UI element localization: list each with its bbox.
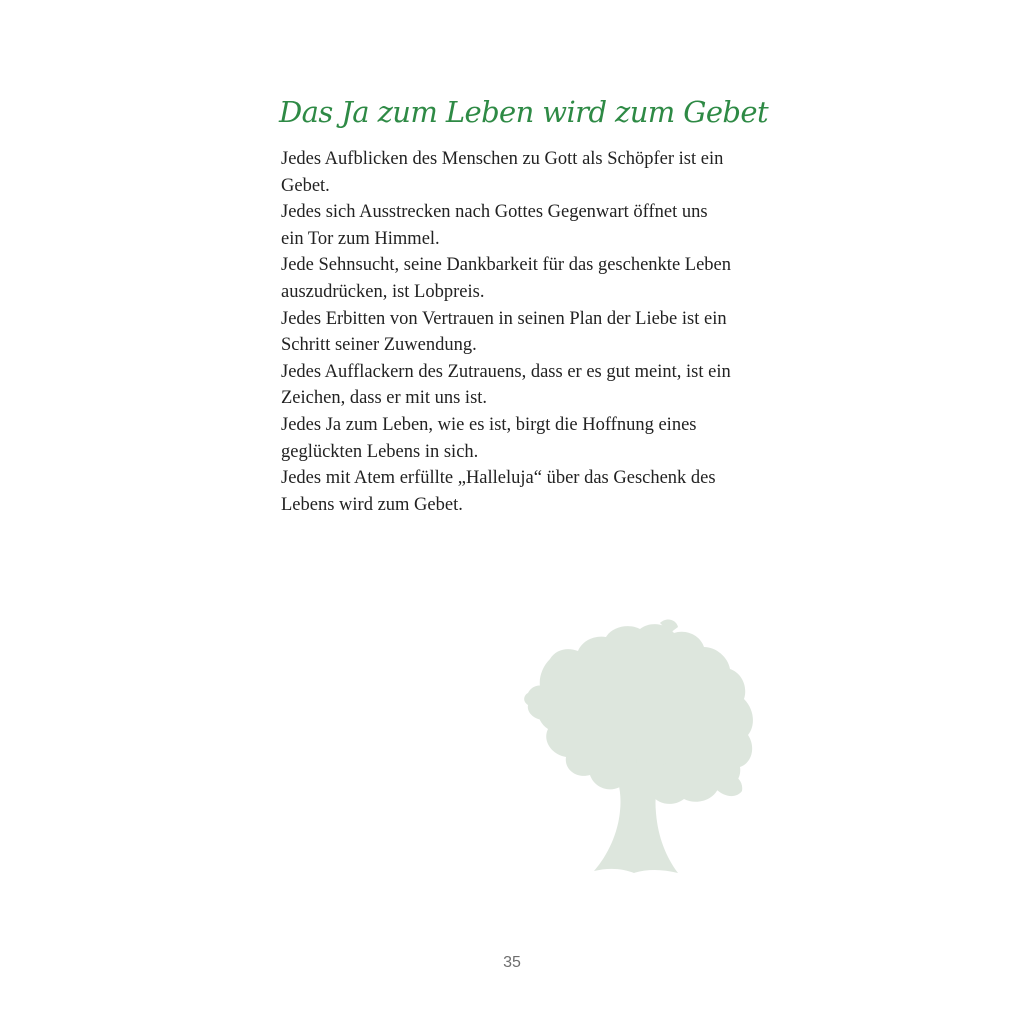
text-line: Jedes mit Atem erfüllte „Halleluja“ über das Geschenk des: [281, 468, 716, 489]
text-line: Jedes Erbitten von Vertrauen in seinen Plan der Liebe ist ein: [281, 308, 727, 329]
poem-text: [281, 146, 781, 518]
text-line: ein Tor zum Himmel.: [281, 228, 440, 249]
text-line: Lebens wird zum Gebet.: [281, 494, 463, 515]
page-title: Das Ja zum Leben wird zum Gebet: [279, 95, 769, 129]
text-line: geglückten Lebens in sich.: [281, 441, 479, 462]
text-line: auszudrücken, ist Lobpreis.: [281, 281, 485, 302]
text-line: Schritt seiner Zuwendung.: [281, 335, 477, 356]
text-line: Zeichen, dass er mit uns ist.: [281, 388, 488, 409]
text-line: Gebet.: [281, 175, 330, 196]
tree-icon: [510, 615, 760, 877]
text-line: Jedes Aufblicken des Menschen zu Gott als Schöpfer ist ein: [281, 149, 724, 169]
text-line: Jedes sich Ausstrecken nach Gottes Gegenwart öffnet uns: [281, 202, 708, 223]
page-number: 35: [503, 954, 521, 971]
text-line: Jede Sehnsucht, seine Dankbarkeit für das geschenkte Leben: [281, 255, 732, 276]
text-line: Jedes Ja zum Leben, wie es ist, birgt die Hoffnung eines: [281, 414, 697, 435]
text-line: Jedes Aufflackern des Zutrauens, dass er es gut meint, ist ein: [281, 361, 731, 382]
